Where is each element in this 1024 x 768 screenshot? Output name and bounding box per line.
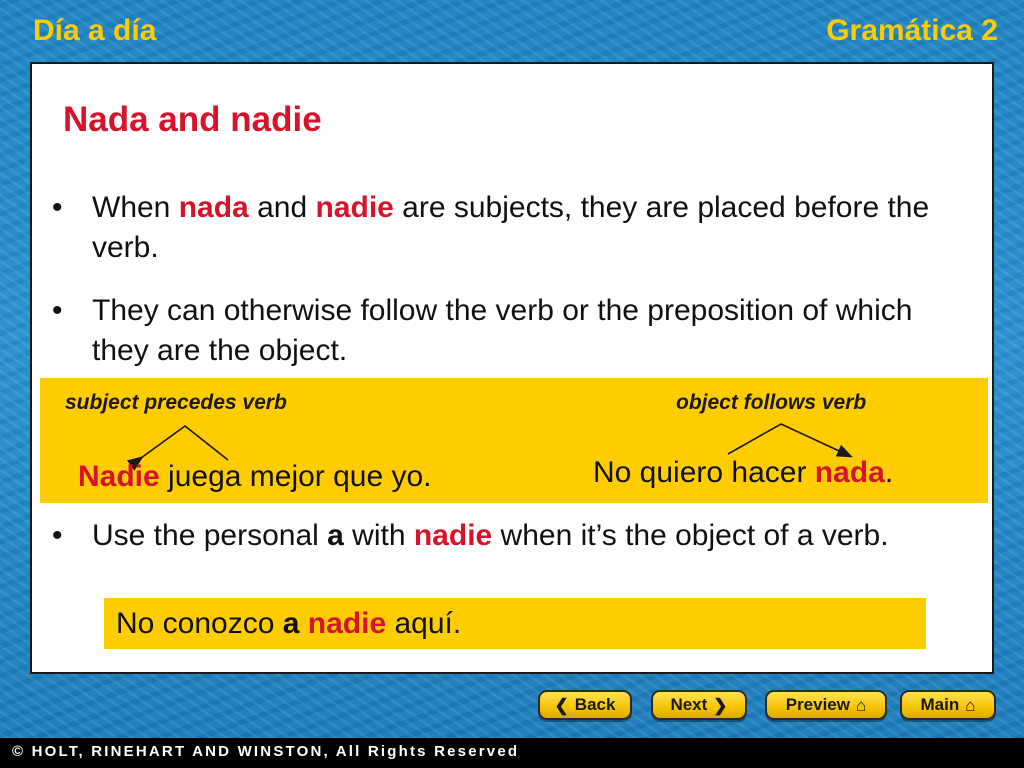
copyright-text: © HOLT, RINEHART AND WINSTON, All Rights Reserved (12, 743, 520, 760)
preview-button[interactable] (765, 690, 887, 720)
object-arrow (728, 424, 850, 456)
back-label: Back (574, 695, 616, 714)
chevron-right-icon: ❯ (713, 695, 728, 715)
subject-arrow (141, 426, 228, 460)
bullet-dot: • (52, 294, 63, 327)
preview-label: Preview (785, 695, 850, 714)
main-label: Main (920, 695, 960, 714)
section-title: Gramática 2 (826, 14, 998, 47)
object-follows-label: object follows verb (676, 391, 867, 414)
slide-title: Nada and nadie (63, 100, 322, 139)
example-subject-sentence: Nadie juega mejor que yo. (78, 460, 432, 493)
bullet-text: When nada and nadie are subjects, they are placed before the verb. (92, 191, 930, 264)
next-label: Next (670, 695, 708, 714)
slide-panel (30, 62, 994, 674)
home-icon: ⌂ (965, 695, 976, 715)
next-button[interactable] (651, 690, 747, 720)
main-button[interactable] (900, 690, 996, 720)
footer-bar (0, 738, 1024, 768)
example-personal-a-box (104, 598, 926, 649)
example-band (40, 378, 988, 503)
bullet-dot: • (52, 191, 63, 224)
subject-precedes-label: subject precedes verb (65, 391, 287, 414)
chapter-title: Día a día (33, 14, 157, 47)
back-button[interactable] (538, 690, 632, 720)
home-icon: ⌂ (855, 695, 867, 715)
example-personal-a-sentence: No conozco a nadie aquí. (116, 607, 462, 640)
bullet-text: Use the personal a with nadie when it’s the object of a verb. (92, 519, 889, 552)
bullet-dot: • (52, 519, 63, 552)
chevron-left-icon: ❮ (554, 695, 569, 715)
example-object-sentence: No quiero hacer nada. (593, 456, 894, 489)
bullet-text: They can otherwise follow the verb or the preposition of which they are the object. (92, 294, 913, 367)
